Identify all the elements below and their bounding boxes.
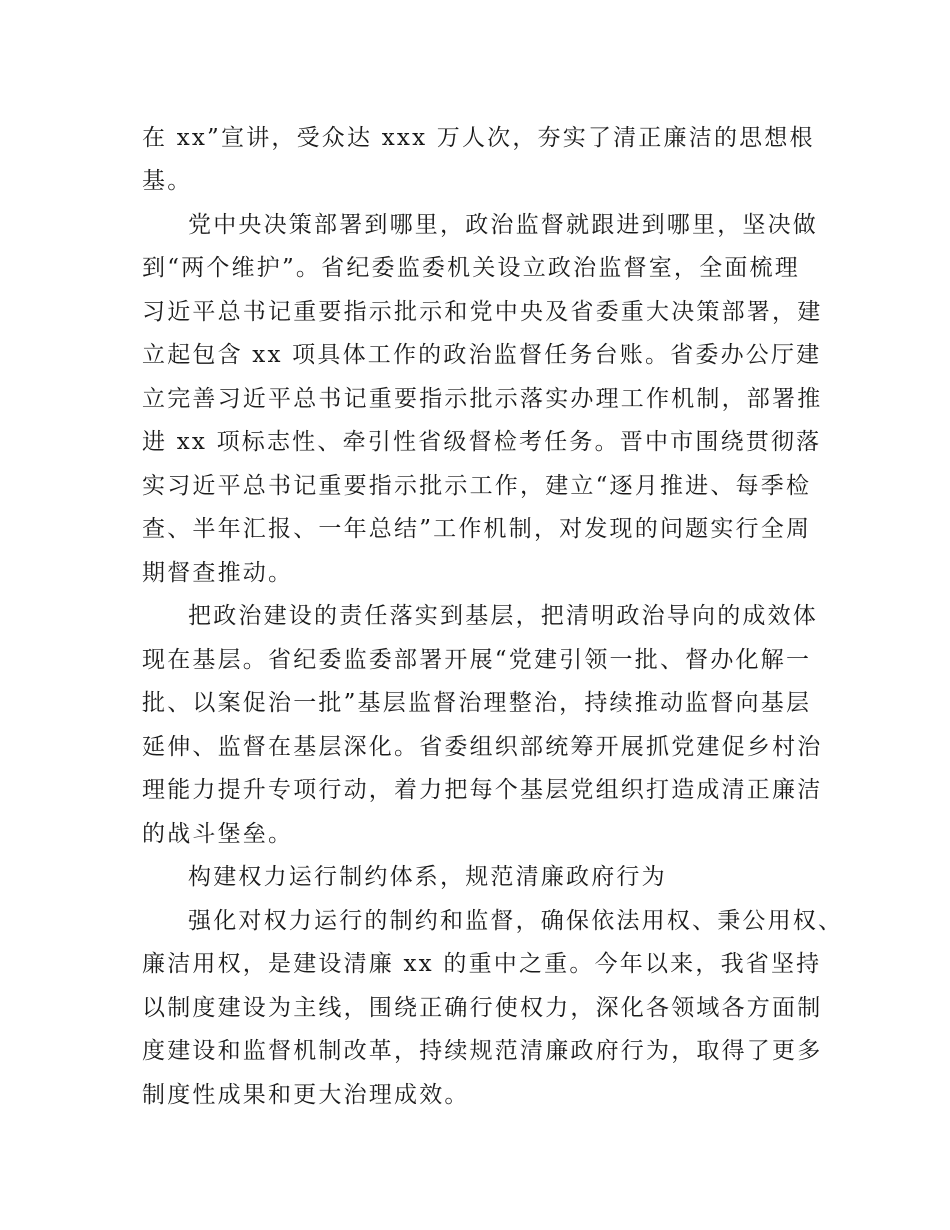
text-line: 制度性成果和更大治理成效。 [142, 1082, 470, 1108]
text-line: 立完善习近平总书记重要指示批示落实办理工作机制，部署推 [142, 386, 823, 412]
text-line: 期督查推动。 [142, 560, 294, 586]
text-line: 以制度建设为主线，围绕正确行使权力，深化各领域各方面制 [142, 995, 823, 1021]
text-line: 到“两个维护”。省纪委监委机关设立政治监督室，全面梳理 [142, 255, 800, 281]
text-line: 的战斗堡垒。 [142, 821, 294, 847]
text-line: 延伸、监督在基层深化。省委组织部统筹开展抓党建促乡村治 [142, 734, 823, 760]
text-line: 现在基层。省纪委监委部署开展“党建引领一批、督办化解一 [142, 647, 812, 673]
paragraph-first-line: 党中央决策部署到哪里，政治监督就跟进到哪里，坚决做 [188, 212, 818, 238]
text-line: 基。 [142, 168, 193, 194]
paragraph-first-line: 强化对权力运行的制约和监督，确保依法用权、秉公用权、 [188, 908, 844, 934]
text-line: 在 xx”宣讲，受众达 xxx 万人次，夯实了清正廉洁的思想根 [142, 125, 815, 151]
paragraph-first-line: 把政治建设的责任落实到基层，把清明政治导向的成效体 [188, 603, 818, 629]
text-line: 习近平总书记重要指示批示和党中央及省委重大决策部署，建 [142, 299, 823, 325]
section-heading: 构建权力运行制约体系，规范清廉政府行为 [188, 864, 667, 890]
text-line: 查、半年汇报、一年总结”工作机制，对发现的问题实行全周 [142, 516, 812, 542]
text-line: 理能力提升专项行动，着力把每个基层党组织打造成清正廉洁 [142, 777, 823, 803]
text-line: 立起包含 xx 项具体工作的政治监督任务台账。省委办公厅建 [142, 342, 822, 368]
text-line: 实习近平总书记重要指示批示工作，建立“逐月推进、每季检 [142, 473, 812, 499]
text-line: 度建设和监督机制改革，持续规范清廉政府行为，取得了更多 [142, 1038, 823, 1064]
text-line: 廉洁用权，是建设清廉 xx 的重中之重。今年以来，我省坚持 [142, 951, 822, 977]
text-line: 进 xx 项标志性、牵引性省级督检考任务。晋中市围绕贯彻落 [142, 429, 822, 455]
text-line: 批、以案促治一批”基层监督治理整治，持续推动监督向基层 [142, 690, 812, 716]
